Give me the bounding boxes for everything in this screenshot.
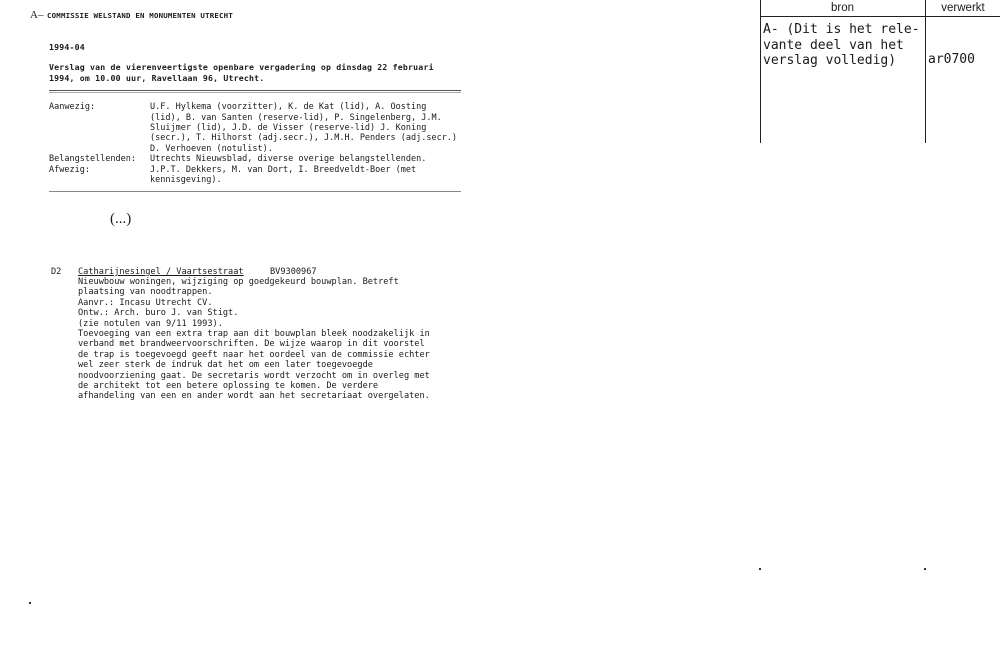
divider-top bbox=[49, 90, 461, 91]
divider-top-thin bbox=[49, 92, 461, 93]
table-border-left bbox=[760, 0, 761, 143]
doc-marker: A– bbox=[30, 9, 44, 21]
table-header-rule bbox=[760, 16, 1000, 17]
item-body bbox=[78, 277, 430, 402]
present-line-5: D. Verhoeven (notulist). bbox=[150, 144, 273, 154]
item-line: Ontw.: Arch. buro J. van Stigt. bbox=[78, 308, 239, 319]
present-line-3: Sluijmer (lid), J.D. de Visser (reserve-lid) J. Koning bbox=[150, 123, 427, 133]
item-line: afhandeling van een en ander wordt aan het secretariaat overgelaten. bbox=[78, 391, 430, 402]
report-title-line-2: 1994, om 10.00 uur, Ravellaan 96, Utrecht. bbox=[49, 73, 265, 83]
present-label: Aanwezig: bbox=[49, 102, 96, 112]
omission-ellipsis: (...) bbox=[110, 211, 132, 227]
item-code: D2 bbox=[51, 267, 62, 277]
item-line: Nieuwbouw woningen, wijziging op goedgekeurd bouwplan. Betreft bbox=[78, 277, 399, 287]
bron-note-line-2: vante deel van het bbox=[763, 38, 904, 53]
commission-title: COMMISSIE WELSTAND EN MONUMENTEN UTRECHT bbox=[47, 11, 233, 20]
divider-bottom bbox=[49, 191, 461, 192]
absent-line-2: kennisgeving). bbox=[150, 175, 222, 185]
present-line-4: (secr.), T. Hilhorst (adj.secr.), J.M.H. Penders (adj.secr.) bbox=[150, 133, 458, 143]
speck bbox=[759, 568, 761, 570]
speck bbox=[29, 602, 31, 604]
item-reference: BV9300967 bbox=[270, 267, 317, 277]
table-border-middle bbox=[925, 0, 926, 143]
absent-line-1: J.P.T. Dekkers, M. van Dort, I. Breedveldt-Boer (met bbox=[150, 165, 417, 175]
item-line: verband met brandweervoorschriften. De wijze waarop in dit voorstel bbox=[78, 339, 425, 350]
item-line: de architekt tot een betere oplossing te komen. De verdere bbox=[78, 381, 379, 392]
report-title-line-1: Verslag van de vierenveertigste openbare vergadering op dinsdag 22 februari bbox=[49, 62, 434, 72]
item-line: noodvoorziening gaat. De secretaris wordt verzocht om in overleg met bbox=[78, 370, 430, 381]
item-line: wel zeer sterk de indruk dat het om een later toegevoegde bbox=[78, 360, 373, 371]
bron-note-line-1: A- (Dit is het rele- bbox=[763, 22, 920, 37]
present-line-1: U.F. Hylkema (voorzitter), K. de Kat (lid), A. Oosting bbox=[150, 102, 427, 112]
absent-label: Afwezig: bbox=[49, 165, 90, 175]
item-line: de trap is toegevoegd geeft naar het oordeel van de commissie echter bbox=[78, 349, 430, 360]
item-line: plaatsing van noodtrappen. bbox=[78, 287, 213, 298]
present-line-2: (lid), B. van Santen (reserve-lid), P. Singelenberg, J.M. bbox=[150, 113, 442, 123]
report-number: 1994-04 bbox=[49, 42, 85, 52]
speck bbox=[924, 568, 926, 570]
column-header-verwerkt: verwerkt bbox=[941, 2, 985, 14]
column-header-bron: bron bbox=[830, 2, 855, 14]
item-line: Aanvr.: Incasu Utrecht CV. bbox=[78, 297, 213, 308]
item-line: (zie notulen van 9/11 1993). bbox=[78, 318, 223, 329]
item-location: Catharijnesingel / Vaartsestraat bbox=[78, 267, 244, 277]
stakeholders-label: Belangstellenden: bbox=[49, 154, 136, 164]
verwerkt-value: ar0700 bbox=[928, 52, 975, 67]
bron-note-line-3: verslag volledig) bbox=[763, 53, 897, 68]
item-line: Toevoeging van een extra trap aan dit bouwplan bleek noodzakelijk in bbox=[78, 329, 430, 340]
stakeholders-value: Utrechts Nieuwsblad, diverse overige belangstellenden. bbox=[150, 154, 427, 164]
